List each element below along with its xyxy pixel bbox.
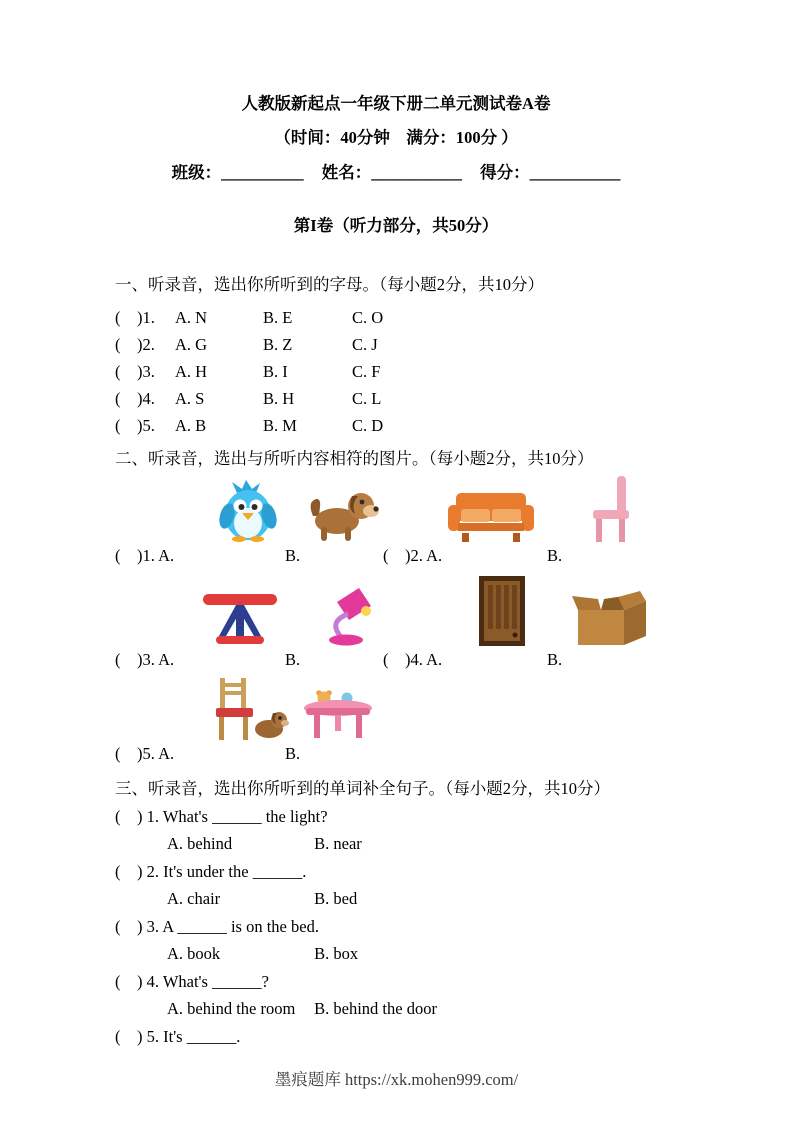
paper-title: 人教版新起点一年级下册二单元测试卷A卷 bbox=[241, 94, 551, 113]
name-field: 姓名：___________ bbox=[321, 163, 462, 182]
item-2-option-a-label: ( )2. A. bbox=[383, 546, 443, 565]
item-number: ( )3. bbox=[115, 362, 155, 381]
question-text: ( ) 3. A ______ is on the bed. bbox=[115, 916, 319, 936]
table-image bbox=[203, 592, 277, 646]
paper-content bbox=[115, 0, 677, 1050]
question-2-options bbox=[115, 885, 677, 913]
item-1-option-b-label: B. bbox=[285, 546, 301, 565]
wardrobe-door-image bbox=[479, 576, 525, 646]
question-text: ( ) 4. What's ______? bbox=[115, 971, 269, 991]
option-a: A. S bbox=[175, 389, 205, 408]
question-1-options bbox=[115, 830, 677, 858]
student-info-line bbox=[115, 159, 677, 186]
option-b: B. box bbox=[314, 944, 359, 963]
question-3 bbox=[115, 913, 677, 941]
option-c: C. J bbox=[352, 335, 378, 354]
picture-row-1 bbox=[115, 476, 677, 542]
bird-image bbox=[215, 480, 281, 542]
picture-row-2 bbox=[115, 574, 677, 646]
picture-labels-1 bbox=[115, 542, 677, 569]
option-b: B. behind the door bbox=[314, 999, 437, 1018]
option-b: B. M bbox=[263, 416, 297, 435]
score-field: 得分：___________ bbox=[480, 163, 621, 182]
question-5 bbox=[115, 1023, 677, 1051]
question-text: ( ) 1. What's ______ the light? bbox=[115, 806, 328, 826]
picture-labels-3 bbox=[115, 740, 677, 767]
footer-link[interactable]: 墨痕题库 https://xk.mohen999.com/ bbox=[274, 1070, 519, 1089]
item-number: ( )4. bbox=[115, 389, 155, 408]
picture-row-3 bbox=[115, 678, 677, 740]
section3 bbox=[115, 775, 677, 1050]
option-b: B. Z bbox=[263, 335, 293, 354]
question-2 bbox=[115, 858, 677, 886]
paper-subtitle: （时间：40分钟 满分：100分 ） bbox=[274, 128, 518, 147]
item-number: ( )1. bbox=[115, 308, 155, 327]
question-4-options bbox=[115, 995, 677, 1023]
item-5-option-b-label: B. bbox=[285, 744, 301, 763]
desk-lamp-image bbox=[319, 586, 377, 646]
chair-image bbox=[591, 476, 633, 542]
option-c: C. O bbox=[352, 308, 384, 327]
option-b: B. E bbox=[263, 308, 293, 327]
option-b: B. I bbox=[263, 362, 288, 381]
part1-heading: 第I卷（听力部分，共50分） bbox=[293, 216, 499, 235]
section2-title: 二、听录音，选出与所听内容相符的图片。（每小题2分，共10分） bbox=[115, 449, 594, 468]
toy-table-image bbox=[302, 684, 374, 740]
cardboard-box-image bbox=[572, 588, 650, 646]
option-b: B. bed bbox=[314, 889, 358, 908]
option-a: A. chair bbox=[167, 889, 221, 908]
option-a: A. book bbox=[167, 944, 221, 963]
item-3-option-a-label: ( )3. A. bbox=[115, 650, 175, 669]
item-4-option-a-label: ( )4. A. bbox=[383, 650, 443, 669]
option-c: C. L bbox=[352, 389, 382, 408]
sofa-image bbox=[448, 490, 534, 542]
option-a: A. H bbox=[175, 362, 208, 381]
item-number: ( )2. bbox=[115, 335, 155, 354]
question-4 bbox=[115, 968, 677, 996]
letter-item-row bbox=[115, 304, 677, 331]
item-1-option-a-label: ( )1. A. bbox=[115, 546, 175, 565]
option-a: A. G bbox=[175, 335, 208, 354]
option-a: A. N bbox=[175, 308, 208, 327]
letter-item-row bbox=[115, 331, 677, 358]
item-3-option-b-label: B. bbox=[285, 650, 301, 669]
option-a: A. behind bbox=[167, 834, 233, 853]
chair-with-dog-image bbox=[210, 678, 290, 740]
option-b: B. H bbox=[263, 389, 295, 408]
item-number: ( )5. bbox=[115, 416, 155, 435]
class-field: 班级：__________ bbox=[171, 163, 304, 182]
letter-item-row bbox=[115, 412, 677, 439]
question-1 bbox=[115, 803, 677, 831]
item-4-option-b-label: B. bbox=[547, 650, 563, 669]
option-b: B. near bbox=[314, 834, 362, 853]
section3-title: 三、听录音，选出你所听到的单词补全句子。（每小题2分，共10分） bbox=[115, 779, 610, 798]
letter-item-row bbox=[115, 358, 677, 385]
dog-image bbox=[305, 484, 379, 542]
option-a: A. B bbox=[175, 416, 207, 435]
item-5-option-a-label: ( )5. A. bbox=[115, 744, 175, 763]
section1-items bbox=[115, 304, 677, 439]
item-2-option-b-label: B. bbox=[547, 546, 563, 565]
letter-item-row bbox=[115, 385, 677, 412]
option-c: C. F bbox=[352, 362, 381, 381]
option-c: C. D bbox=[352, 416, 384, 435]
option-a: A. behind the room bbox=[167, 999, 296, 1018]
question-text: ( ) 2. It's under the ______. bbox=[115, 861, 307, 881]
picture-labels-2 bbox=[115, 646, 677, 673]
question-3-options bbox=[115, 940, 677, 968]
footer bbox=[0, 1066, 793, 1090]
question-text: ( ) 5. It's ______. bbox=[115, 1026, 241, 1046]
section1-title: 一、听录音，选出你所听到的字母。（每小题2分，共10分） bbox=[115, 275, 544, 294]
